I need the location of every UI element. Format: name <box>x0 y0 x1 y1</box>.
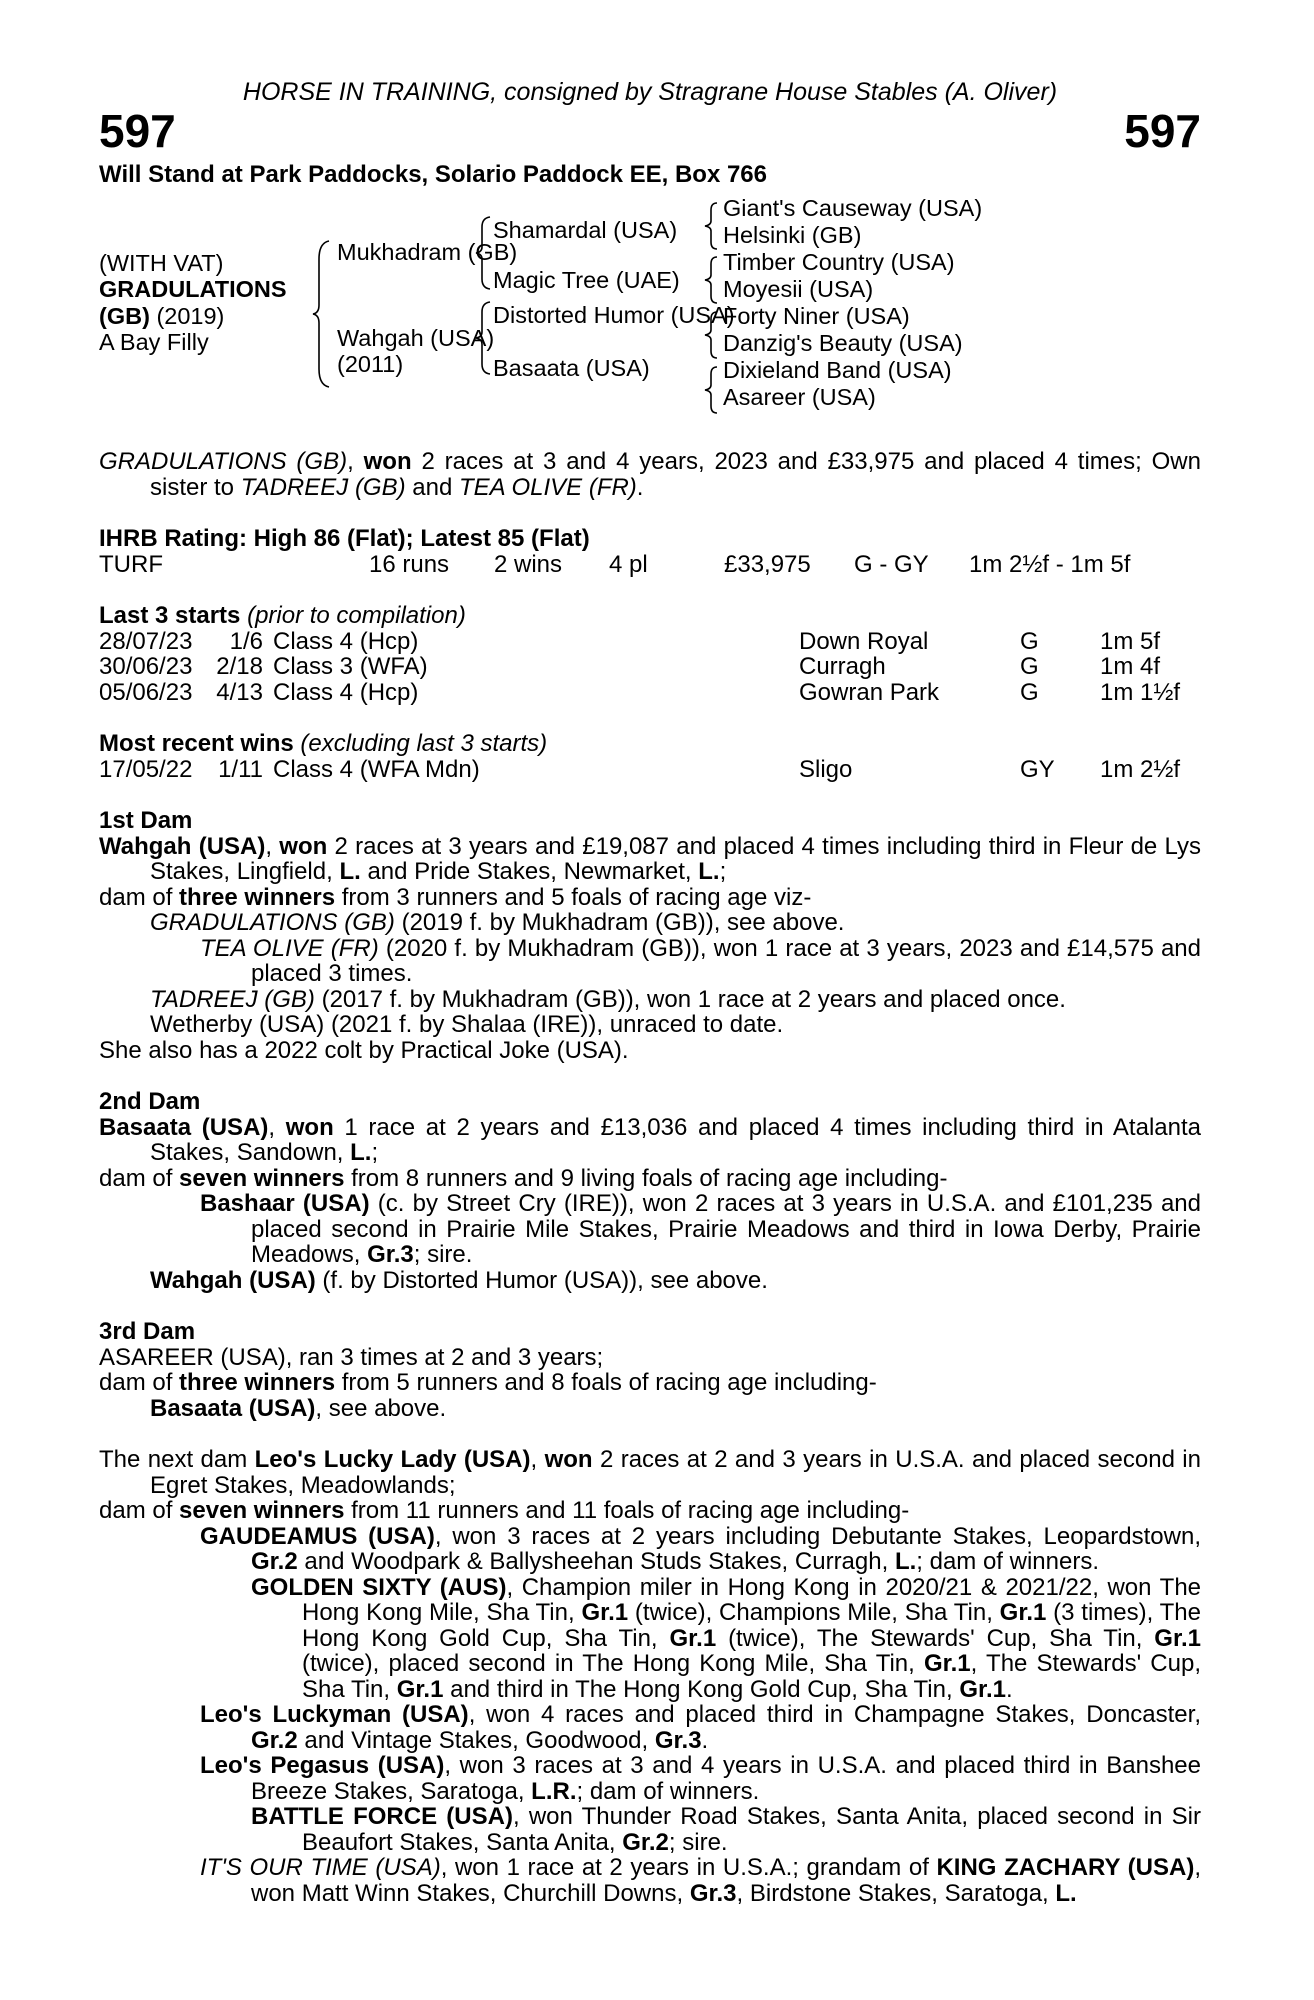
first-dam-text-3: ; <box>719 858 727 885</box>
row-date: 30/06/23 <box>99 653 193 680</box>
progeny-entry <box>99 910 1201 936</box>
pedigree-brace-g78 <box>703 365 721 415</box>
pedigree-dam-year: (2011) <box>337 351 404 377</box>
rating-distance: 1m 2½f - 1m 5f <box>969 550 1131 578</box>
group-marker: Gr.2 <box>251 1548 298 1575</box>
summary-sibling-2: TEA OLIVE (FR) <box>459 473 637 501</box>
catalogue-page <box>99 80 1201 1906</box>
progeny-text: . <box>1006 1675 1013 1703</box>
third-dam-title: 3rd Dam <box>99 1318 196 1345</box>
summary-own-sister: Own sister to <box>150 448 1201 501</box>
group-marker: Gr.1 <box>669 1624 717 1652</box>
progeny-name: BATTLE FORCE (USA) <box>251 1803 513 1830</box>
progeny-text: (c. by Street Cry (IRE)), won 2 races at 3 years in U.S.A. and £101,235 and placed second in Prairie Mile Stakes, Prairie Meadows and third in Iowa Derby, Prairie Meadows, <box>251 1190 1201 1268</box>
pedigree-sire: Mukhadram (GB) <box>337 239 518 265</box>
recent-wins-section <box>99 731 1201 782</box>
row-dist: 1m 4f <box>1100 653 1161 680</box>
progeny-text: Wetherby (USA) (2021 f. by Shalaa (IRE)), unraced to date. <box>150 1011 784 1038</box>
progeny-text: and Woodpark & Ballysheehan Studs Stakes, Curragh, <box>297 1548 895 1575</box>
progeny-name: Leo's Pegasus (USA) <box>200 1752 445 1779</box>
summary-and: and <box>405 473 459 501</box>
progeny-text: and Vintage Stakes, Goodwood, <box>297 1726 655 1754</box>
progeny-text: . <box>701 1726 709 1754</box>
listed-marker: L.R. <box>531 1777 577 1805</box>
first-dam-text: 2 races at 3 years and £19,087 and placed 4 times including third in Fleur de Lys Stakes, Lingfield, <box>150 832 1202 885</box>
pedigree-brace-main <box>311 239 333 389</box>
group-marker: Gr.2 <box>251 1726 298 1754</box>
progeny-text: , won 4 races and placed third in Champagne Stakes, Doncaster, <box>468 1701 1201 1728</box>
progeny-text: ; dam of winners. <box>916 1548 1100 1575</box>
pedigree-brace-dam <box>474 300 494 376</box>
winners-count: seven winners <box>179 1164 345 1192</box>
rating-row <box>99 552 1201 578</box>
listed-marker: L. <box>339 858 361 885</box>
pedigree-g3: Timber Country (USA) <box>723 249 955 275</box>
horse-name <box>99 276 287 302</box>
third-dam-produce <box>99 1370 1201 1396</box>
pedigree-dam: Wahgah (USA) <box>337 325 495 351</box>
winners-count: seven winners <box>179 1497 345 1524</box>
horse-origin: (GB) <box>99 303 150 329</box>
progeny-text: , Birdstone Stakes, Saratoga, <box>736 1879 1056 1907</box>
last-3-title: Last 3 starts <box>99 602 241 629</box>
last-3-row <box>99 629 1201 655</box>
last-3-note: (prior to compilation) <box>247 602 466 629</box>
last-3-row <box>99 654 1201 680</box>
second-dam-section <box>99 1089 1201 1293</box>
row-going: G <box>1020 627 1039 655</box>
pedigree-sire-dam: Magic Tree (UAE) <box>493 267 680 293</box>
next-dam-sep: , <box>530 1446 545 1473</box>
progeny-text: ; dam of winners. <box>576 1777 760 1805</box>
progeny-text: (twice), Champions Mile, Sha Tin, <box>628 1599 1000 1626</box>
horse-description: A Bay Filly <box>99 329 209 355</box>
pedigree-g2: Helsinki (GB) <box>723 222 862 248</box>
progeny-text: (2017 f. by Mukhadram (GB)), won 1 race at 2 years and placed once. <box>314 985 1066 1013</box>
pedigree-dam-dam: Basaata (USA) <box>493 355 650 381</box>
progeny-name: IT'S OUR TIME (USA) <box>200 1854 441 1881</box>
progeny-name: Basaata (USA) <box>150 1394 316 1422</box>
progeny-name: TEA OLIVE (FR) <box>200 934 379 962</box>
row-going: G <box>1020 678 1039 706</box>
progeny-entry <box>99 1191 1201 1268</box>
group-marker: Gr.1 <box>923 1650 971 1677</box>
row-pos: 1/11 <box>218 755 263 783</box>
row-course: Down Royal <box>799 627 929 655</box>
row-dist: 1m 1½f <box>1100 678 1181 706</box>
third-dam-section <box>99 1319 1201 1421</box>
progeny-text: , The Stewards' Cup, Sha Tin, <box>302 1650 1201 1703</box>
pedigree-dam-sire: Distorted Humor (USA) <box>493 302 735 328</box>
progeny-text: (f. by Distorted Humor (USA)), see above. <box>315 1266 768 1294</box>
vat-note: (WITH VAT) <box>99 250 224 276</box>
rating-placed: 4 pl <box>609 550 648 578</box>
second-dam-title: 2nd Dam <box>99 1088 201 1115</box>
progeny-entry <box>99 1268 1201 1294</box>
progeny-text: (2020 f. by Mukhadram (GB)), won 1 race at 3 years, 2023 and £14,575 and placed 3 times. <box>251 934 1201 987</box>
pedigree-g6: Danzig's Beauty (USA) <box>723 330 963 356</box>
progeny-text: (3 times), The Hong Kong Gold Cup, Sha Tin, <box>302 1599 1202 1652</box>
horse-origin-year <box>99 303 224 329</box>
group-marker: Gr.2 <box>622 1828 669 1856</box>
horse-year: (2019) <box>156 303 225 329</box>
listed-marker: L. <box>350 1139 372 1166</box>
row-date: 28/07/23 <box>99 627 193 655</box>
recent-wins-title: Most recent wins <box>99 730 294 757</box>
pedigree-table <box>99 195 1201 433</box>
progeny-text: , won 3 races at 3 and 4 years in U.S.A. and placed third in Banshee Breeze Stakes, Saratoga, <box>251 1752 1201 1805</box>
row-race: Class 4 (Hcp) <box>273 627 419 655</box>
row-pos: 1/6 <box>229 627 263 655</box>
last-3-heading <box>99 603 1201 629</box>
progeny-text: , Champion miler in Hong Kong in 2020/21 & 2021/22, won The Hong Kong Mile, Sha Tin, <box>302 1573 1202 1626</box>
next-dam-prefix: The next dam <box>99 1446 255 1473</box>
listed-marker: L. <box>698 858 720 885</box>
dam-of: dam of <box>99 1164 180 1192</box>
recent-wins-heading <box>99 731 1201 757</box>
pedigree-g8: Asareer (USA) <box>723 384 876 410</box>
second-dam-name: Basaata (USA) <box>99 1113 269 1141</box>
progeny-name: Bashaar (USA) <box>200 1190 370 1217</box>
last-3-row <box>99 680 1201 706</box>
progeny-text-end: ; sire. <box>413 1241 473 1268</box>
group-marker: Gr.1 <box>581 1599 629 1626</box>
dam-of-rest: from 5 runners and 8 foals of racing age including- <box>335 1369 877 1396</box>
rating-going: G - GY <box>854 550 929 578</box>
second-dam-produce <box>99 1166 1201 1192</box>
summary-sibling-1: TADREEJ (GB) <box>240 473 406 501</box>
progeny-text: , won Matt Winn Stakes, Churchill Downs, <box>251 1854 1201 1907</box>
rating-earnings: £33,975 <box>724 550 811 578</box>
summary-name: GRADULATIONS (GB) <box>99 448 348 475</box>
winners-count: three winners <box>179 883 336 911</box>
progeny-name: Leo's Luckyman (USA) <box>200 1701 469 1728</box>
dam-of-rest: from 11 runners and 11 foals of racing age including- <box>344 1497 910 1524</box>
first-dam-record: Wahgah (USA), won 2 races at 3 years and £19,087 and placed 4 times including third in Fleur de Lys Stakes, Lingfield, L. and Pride Stakes, Newmarket, L.; <box>99 832 1202 885</box>
progeny-text: , won 1 race at 2 years in U.S.A.; grandam of <box>440 1854 937 1881</box>
pedigree-brace-sire <box>474 215 494 291</box>
first-dam-section <box>99 808 1201 1063</box>
progeny-name: GAUDEAMUS (USA) <box>200 1522 435 1550</box>
row-course: Sligo <box>799 755 853 783</box>
row-going: G <box>1020 653 1039 680</box>
pedigree-brace-g56 <box>703 310 721 360</box>
first-dam-also: She also has a 2022 colt by Practical Joke (USA). <box>99 1036 629 1064</box>
next-dam-text: 2 races at 2 and 3 years in U.S.A. and placed second in Egret Stakes, Meadowlands; <box>150 1446 1201 1499</box>
next-dam-won: won <box>544 1446 593 1473</box>
pedigree-g4: Moyesii (USA) <box>723 276 874 302</box>
dam-of-rest: from 3 runners and 5 foals of racing age viz- <box>335 883 812 911</box>
group-marker: Gr.3 <box>689 1879 737 1907</box>
row-pos: 4/13 <box>216 678 263 706</box>
pedigree-brace-g34 <box>703 255 721 305</box>
row-dist: 1m 2½f <box>1100 755 1181 783</box>
next-dam-section <box>99 1447 1201 1906</box>
group-marker: Gr.3 <box>367 1241 414 1268</box>
row-date: 05/06/23 <box>99 678 193 706</box>
progeny-name: Wahgah (USA) <box>150 1266 316 1294</box>
dam-of: dam of <box>99 1369 180 1396</box>
listed-marker: L. <box>1055 1879 1077 1907</box>
next-dam-produce <box>99 1498 1201 1524</box>
row-dist: 1m 5f <box>1100 627 1161 655</box>
grand-progeny-entry <box>99 1575 1201 1703</box>
recent-wins-row <box>99 757 1201 783</box>
progeny-entry <box>99 1702 1201 1753</box>
progeny-text: (twice), placed second in The Hong Kong Mile, Sha Tin, <box>302 1650 924 1677</box>
row-race: Class 4 (Hcp) <box>273 678 419 706</box>
dam-of-rest: from 8 runners and 9 living foals of racing age including- <box>344 1164 948 1192</box>
progeny-entry <box>99 987 1201 1013</box>
rating-wins: 2 wins <box>494 550 563 578</box>
progeny-text: and third in The Hong Kong Gold Cup, Sha Tin, <box>443 1675 960 1703</box>
progeny-text: , won 3 races at 2 years including Debutante Stakes, Leopardstown, <box>434 1522 1201 1550</box>
summary-text: 2 races at 3 and 4 years, 2023 and £33,975 and placed 4 times; <box>411 448 1142 475</box>
lot-number-left: 597 <box>99 104 176 157</box>
row-date: 17/05/22 <box>99 755 193 783</box>
row-course: Gowran Park <box>799 678 940 706</box>
winners-count: three winners <box>179 1369 336 1396</box>
pedigree-brace-g12 <box>703 201 721 251</box>
row-going: GY <box>1020 755 1055 783</box>
group-marker: Gr.1 <box>396 1675 444 1703</box>
progeny-text: (2019 f. by Mukhadram (GB)), see above. <box>394 909 845 936</box>
grand-progeny-name: KING ZACHARY (USA) <box>936 1854 1195 1881</box>
second-dam-record: Basaata (USA), won 1 race at 2 years and £13,036 and placed 4 times including third in Atalanta Stakes, Sandown, L.; <box>99 1113 1201 1166</box>
first-dam-name: Wahgah (USA) <box>99 832 266 860</box>
row-course: Curragh <box>799 653 886 680</box>
rating-title: IHRB Rating: High 86 (Flat); Latest 85 (Flat) <box>99 525 590 552</box>
progeny-name: GOLDEN SIXTY (AUS) <box>251 1573 507 1601</box>
progeny-entry <box>99 1855 1201 1906</box>
rating-surface: TURF <box>99 550 163 578</box>
horse-name-text: GRADULATIONS <box>99 276 287 302</box>
stand-location: Will Stand at Park Paddocks, Solario Paddock EE, Box 766 <box>99 160 768 188</box>
dam-of: dam of <box>99 1497 180 1524</box>
progeny-name: GRADULATIONS (GB) <box>150 909 395 936</box>
pedigree-g7: Dixieland Band (USA) <box>723 357 952 383</box>
group-marker: Gr.3 <box>654 1726 702 1754</box>
rating-runs: 16 runs <box>369 550 450 578</box>
progeny-entry <box>99 1396 1201 1422</box>
row-race: Class 3 (WFA) <box>273 653 428 680</box>
progeny-text: ; sire. <box>668 1828 728 1856</box>
first-dam-produce <box>99 885 1201 911</box>
listed-marker: L. <box>894 1548 917 1575</box>
second-dam-text-2: ; <box>371 1139 379 1166</box>
second-dam-text: 1 race at 2 years and £13,036 and placed 4 times including third in Atalanta Stakes, Sandown, <box>150 1113 1201 1166</box>
consignment-header: HORSE IN TRAINING, consigned by Stragrane House Stables (A. Oliver) <box>242 78 1058 106</box>
recent-wins-note: (excluding last 3 starts) <box>300 730 548 757</box>
summary-paragraph: GRADULATIONS (GB), won 2 races at 3 and 4 years, 2023 and £33,975 and placed 4 times; Own sister to TADREEJ (GB) and TEA OLIVE (FR). <box>99 448 1201 501</box>
lot-number-right: 597 <box>1124 104 1201 157</box>
first-dam-won: won <box>279 832 328 860</box>
pedigree-g1: Giant's Causeway (USA) <box>723 195 983 221</box>
progeny-name: TADREEJ (GB) <box>150 985 315 1013</box>
grand-progeny-entry <box>99 1804 1201 1855</box>
row-pos: 2/18 <box>216 653 263 680</box>
progeny-entry <box>99 1753 1201 1804</box>
progeny-entry <box>99 936 1201 987</box>
lot-number-row <box>99 104 1201 157</box>
summary-end: . <box>636 473 644 501</box>
first-dam-text-2: and Pride Stakes, Newmarket, <box>360 858 699 885</box>
row-race: Class 4 (WFA Mdn) <box>273 755 480 783</box>
progeny-text: , see above. <box>315 1394 447 1422</box>
summary-won: won <box>363 448 412 475</box>
progeny-text: , won Thunder Road Stakes, Santa Anita, placed second in Sir Beaufort Stakes, Santa Anita, <box>302 1803 1201 1856</box>
progeny-entry <box>99 1524 1201 1575</box>
pedigree-sire-sire: Shamardal (USA) <box>493 217 678 243</box>
pedigree-g5: Forty Niner (USA) <box>723 303 910 329</box>
dam-of: dam of <box>99 883 180 911</box>
group-marker: Gr.1 <box>999 1599 1047 1626</box>
first-dam-title: 1st Dam <box>99 807 193 834</box>
progeny-entry <box>99 1012 1201 1038</box>
second-dam-won: won <box>285 1113 334 1141</box>
next-dam-name: Leo's Lucky Lady (USA) <box>254 1446 531 1473</box>
group-marker: Gr.1 <box>959 1675 1007 1703</box>
progeny-text: (twice), The Stewards' Cup, Sha Tin, <box>716 1624 1155 1652</box>
third-dam-record: ASAREER (USA), ran 3 times at 2 and 3 years; <box>99 1343 604 1371</box>
rating-section <box>99 526 1201 577</box>
group-marker: Gr.1 <box>1154 1624 1201 1652</box>
last-3-section <box>99 603 1201 705</box>
next-dam-record <box>99 1447 1201 1498</box>
